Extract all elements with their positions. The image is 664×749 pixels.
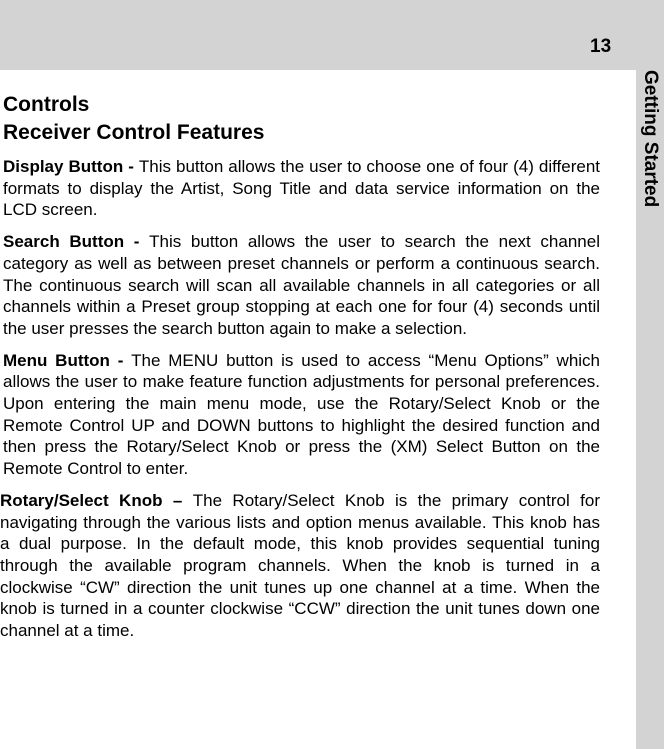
paragraph-text: The Rotary/Select Knob is the primary control for navigating through the various lists and option menus available. This knob has a dual purpose. In the default mode, this knob provides sequential tuning through the available program channels. When the knob is turned in a clockwise “CW” direction the unit tunes up one channel at a time. When the knob is turned in a counter clockwise “CCW” direction the unit tunes down one channel at a time. [0, 490, 600, 641]
section-subtitle: Receiver Control Features [3, 121, 265, 144]
page-content [0, 91, 601, 652]
paragraph-term: Rotary/Select Knob – [0, 490, 193, 510]
header-band [0, 0, 636, 70]
page-title: Controls [3, 93, 90, 116]
section-tab-label: Getting Started [640, 70, 661, 208]
paragraph-term: Display Button - [3, 157, 139, 176]
paragraph-term: Menu Button - [3, 350, 132, 370]
paragraph-text: The MENU button is used to access “Menu Options” which allows the user to make feature function adjustments for personal preferences. Upon entering the main menu mode, use the Rotary/Select Knob or the Remote Control UP and DOWN buttons to highlight the desired function and then press the Rotary/Select Knob or press the (XM) Select Button on the Remote Control to enter. [3, 350, 601, 479]
paragraph-text: This button allows the user to search the next channel category as well as between preset channels or perform a continuous search. The continuous search will scan all available channels in all categories or all channels within a Preset group stopping at each one for four (4) seconds until the user presses the search button again to make a selection. [3, 232, 600, 338]
rotary-knob-paragraph [0, 490, 600, 642]
display-button-paragraph [3, 156, 600, 221]
menu-button-paragraph [3, 350, 600, 480]
paragraph-text: This button allows the user to choose one of four (4) different formats to display the Artist, Song Title and data service information on the LCD screen. [3, 157, 600, 220]
page-number: 13 [590, 36, 612, 57]
search-button-paragraph [3, 231, 600, 340]
paragraph-term: Search Button - [3, 232, 150, 252]
